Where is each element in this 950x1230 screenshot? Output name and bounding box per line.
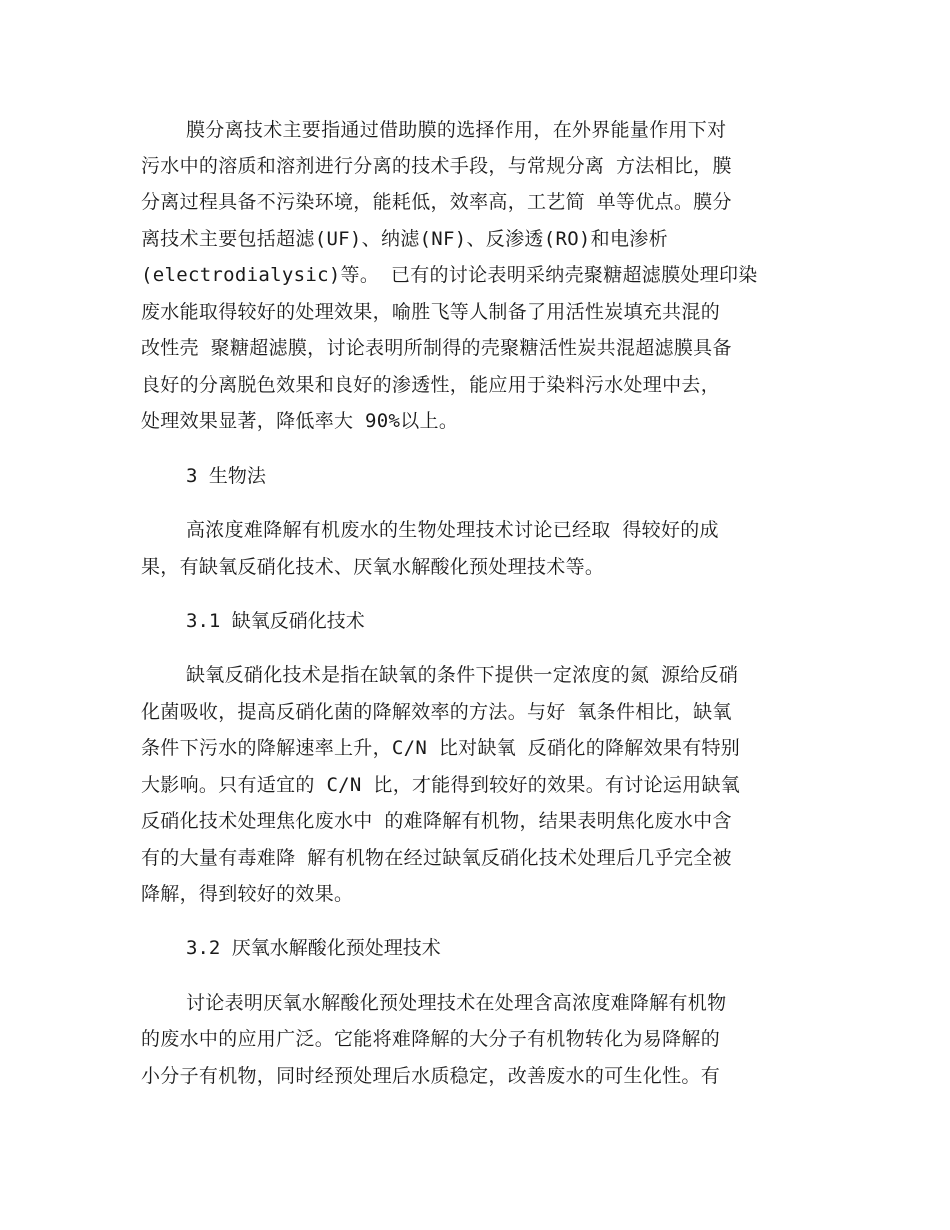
paragraph-3-line-7: 降解，得到较好的效果。 (141, 883, 354, 905)
paragraph-1-line-1: 膜分离技术主要指通过借助膜的选择作用，在外界能量作用下对 (186, 119, 727, 141)
paragraph-4-line-2: 的废水中的应用广泛。它能将难降解的大分子有机物转化为易降解的 (141, 1028, 721, 1050)
paragraph-4-line-1: 讨论表明厌氧水解酸化预处理技术在处理含高浓度难降解有机物 (186, 992, 727, 1014)
paragraph-1-line-7: 改性壳 聚糖超滤膜，讨论表明所制得的壳聚糖活性炭共混超滤膜具备 (141, 337, 732, 359)
paragraph-1-line-4: 离技术主要包括超滤(UF)、纳滤(NF)、反渗透(RO)和电渗析 (141, 228, 668, 250)
paragraph-1-line-8: 良好的分离脱色效果和良好的渗透性，能应用于染料污水处理中去， (141, 374, 721, 396)
paragraph-1-line-9: 处理效果显著，降低率大 90%以上。 (141, 410, 459, 432)
paragraph-1-line-2: 污水中的溶质和溶剂进行分离的技术手段，与常规分离 方法相比，膜 (141, 155, 732, 177)
paragraph-3-line-1: 缺氧反硝化技术是指在缺氧的条件下提供一定浓度的氮 源给反硝 (186, 664, 739, 686)
paragraph-1-line-5: (electrodialysic)等。 已有的讨论表明采纳壳聚糖超滤膜处理印染 (141, 264, 758, 286)
paragraph-3-line-4: 大影响。只有适宜的 C/N 比，才能得到较好的效果。有讨论运用缺氧 (141, 774, 741, 796)
paragraph-2-line-1: 高浓度难降解有机废水的生物处理技术讨论已经取 得较好的成 (186, 519, 719, 541)
section-heading-3-1: 3.1 缺氧反硝化技术 (186, 610, 365, 632)
paragraph-2-line-2: 果，有缺氧反硝化技术、厌氧水解酸化预处理技术等。 (141, 556, 605, 578)
paragraph-1-line-3: 分离过程具备不污染环境，能耗低，效率高，工艺简 单等优点。膜分 (141, 191, 732, 213)
section-heading-3-2: 3.2 厌氧水解酸化预处理技术 (186, 937, 441, 959)
paragraph-4-line-3: 小分子有机物，同时经预处理后水质稳定，改善废水的可生化性。有 (141, 1065, 721, 1087)
section-heading-3: 3 生物法 (186, 465, 266, 487)
paragraph-3-line-5: 反硝化技术处理焦化废水中 的难降解有机物，结果表明焦化废水中含 (141, 810, 732, 832)
paragraph-3-line-6: 有的大量有毒难降 解有机物在经过缺氧反硝化技术处理后几乎完全被 (141, 847, 732, 869)
paragraph-3-line-3: 条件下污水的降解速率上升，C/N 比对缺氧 反硝化的降解效果有特别 (141, 737, 741, 759)
paragraph-3-line-2: 化菌吸收，提高反硝化菌的降解效率的方法。与好 氧条件相比，缺氧 (141, 701, 732, 723)
paragraph-1-line-6: 废水能取得较好的处理效果，喻胜飞等人制备了用活性炭填充共混的 (141, 301, 721, 323)
